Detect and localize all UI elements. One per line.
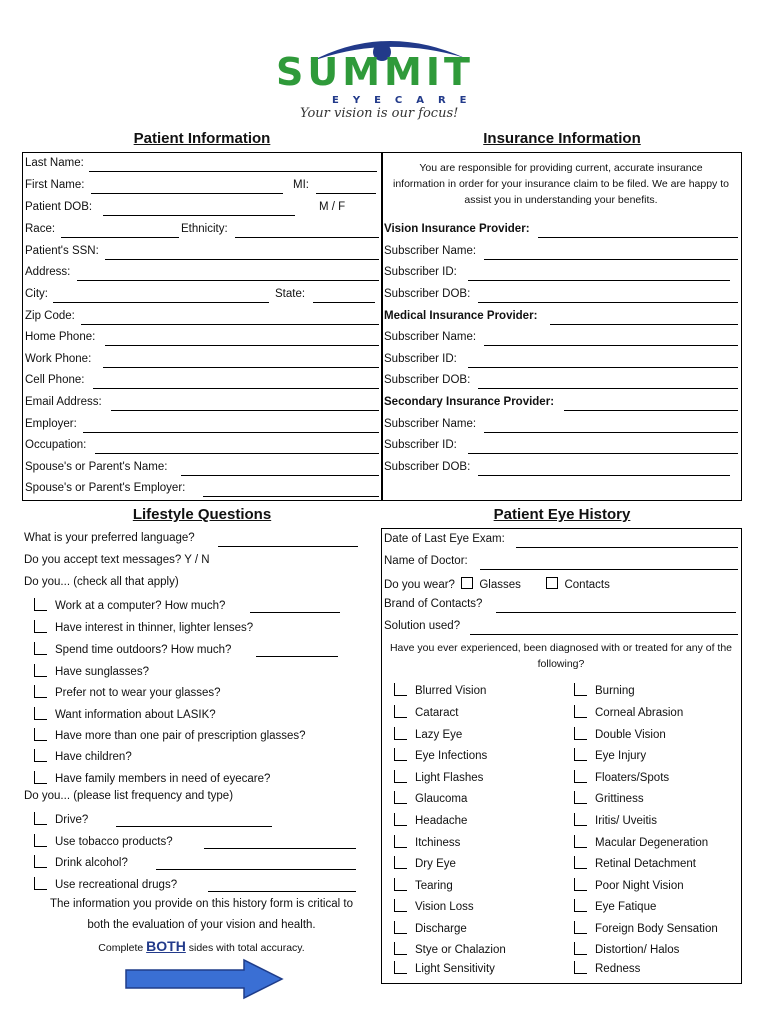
- checkbox[interactable]: [34, 812, 47, 825]
- medical-subscriber-id-label: Subscriber ID:: [384, 353, 457, 365]
- condition-label: Retinal Detachment: [595, 858, 696, 870]
- checkbox[interactable]: [394, 813, 407, 826]
- critical-line-1: The information you provide on this history form is critical to: [50, 898, 353, 910]
- frequency-item-field[interactable]: [204, 848, 356, 849]
- race-field[interactable]: [61, 237, 179, 238]
- secondary-subscriber-id-label: Subscriber ID:: [384, 439, 457, 451]
- frequency-item-label: Drive?: [55, 814, 89, 826]
- lifestyle-item[interactable]: [34, 771, 270, 785]
- condition-label: Headache: [415, 815, 468, 827]
- insurance-info-title: Insurance Information: [483, 130, 641, 147]
- last-exam-label: Date of Last Eye Exam:: [384, 533, 505, 545]
- arrow-right-icon: [124, 958, 284, 1000]
- lifestyle-title: Lifestyle Questions: [132, 506, 272, 523]
- lifestyle-item-label: Have children?: [55, 751, 132, 763]
- insurance-note: You are responsible for providing current, accurate insurance information in order for your insurance claim to be filed. We are happy to assist you in understanding your benefits.: [393, 162, 729, 206]
- condition-item[interactable]: [574, 770, 669, 784]
- condition-item[interactable]: [394, 727, 462, 741]
- condition-item[interactable]: [394, 791, 467, 805]
- state-field[interactable]: [313, 302, 375, 303]
- solution-label: Solution used?: [384, 620, 461, 632]
- condition-item[interactable]: [394, 770, 483, 784]
- cell-phone-field[interactable]: [93, 388, 379, 389]
- medical-subscriber-dob-label: Subscriber DOB:: [384, 374, 471, 386]
- logo-subtitle: EYECARE: [332, 95, 481, 106]
- checkbox[interactable]: [34, 728, 47, 741]
- condition-label: Iritis/ Uveitis: [595, 815, 657, 827]
- first-name-field[interactable]: [91, 193, 283, 194]
- secondary-subscriber-id-field[interactable]: [468, 453, 738, 454]
- dob-field[interactable]: [103, 215, 295, 216]
- medical-subscriber-id-field[interactable]: [468, 367, 738, 368]
- secondary-subscriber-dob-label: Subscriber DOB:: [384, 461, 471, 473]
- both-emphasis: BOTH: [146, 938, 186, 954]
- checkbox[interactable]: [574, 856, 587, 869]
- condition-label: Cataract: [415, 707, 459, 719]
- eye-history-box: [381, 528, 742, 984]
- eye-history-title: Patient Eye History: [493, 506, 631, 523]
- secondary-subscriber-dob-field[interactable]: [478, 475, 730, 476]
- ssn-label: Patient's SSN:: [25, 245, 99, 257]
- home-phone-field[interactable]: [105, 345, 379, 346]
- condition-label: Glaucoma: [415, 793, 468, 805]
- condition-label: Eye Infections: [415, 750, 488, 762]
- lifestyle-item[interactable]: [34, 598, 225, 612]
- condition-label: Itchiness: [415, 837, 461, 849]
- lifestyle-item-label: Spend time outdoors? How much?: [55, 644, 232, 656]
- condition-item[interactable]: [394, 878, 453, 892]
- work-phone-label: Work Phone:: [25, 353, 92, 365]
- secondary-subscriber-name-field[interactable]: [484, 432, 738, 433]
- last-exam-field[interactable]: [516, 547, 738, 548]
- checkbox[interactable]: [394, 921, 407, 934]
- condition-label: Light Flashes: [415, 772, 484, 784]
- spouse-name-label: Spouse's or Parent's Name:: [25, 461, 168, 473]
- contacts-label: Contacts: [564, 579, 610, 591]
- spouse-name-field[interactable]: [181, 475, 379, 476]
- checkbox[interactable]: [574, 961, 587, 974]
- glasses-label: Glasses: [479, 579, 521, 591]
- lifestyle-item[interactable]: [34, 728, 306, 742]
- logo-wordmark: SUMMIT: [276, 50, 474, 94]
- condition-label: Eye Injury: [595, 750, 647, 762]
- checkbox[interactable]: [34, 707, 47, 720]
- lifestyle-item[interactable]: [34, 707, 216, 721]
- condition-label: Macular Degeneration: [595, 837, 709, 849]
- lifestyle-item-label: Prefer not to wear your glasses?: [55, 687, 221, 699]
- race-label: Race:: [25, 223, 56, 235]
- condition-item[interactable]: [574, 705, 683, 719]
- condition-item[interactable]: [574, 791, 644, 805]
- checkbox[interactable]: [574, 835, 587, 848]
- critical-line-2: both the evaluation of your vision and health.: [87, 919, 316, 931]
- condition-label: Corneal Abrasion: [595, 707, 684, 719]
- ssn-field[interactable]: [105, 259, 379, 260]
- solution-field[interactable]: [470, 634, 738, 635]
- lifestyle-item-field[interactable]: [256, 656, 338, 657]
- condition-item[interactable]: [574, 942, 679, 956]
- brand-label: Brand of Contacts?: [384, 598, 483, 610]
- lifestyle-item-label: Have family members in need of eyecare?: [55, 773, 271, 785]
- lifestyle-item[interactable]: [34, 642, 231, 656]
- frequency-item-label: Use recreational drugs?: [55, 879, 178, 891]
- email-field[interactable]: [111, 410, 379, 411]
- checkbox[interactable]: [34, 620, 47, 633]
- lifestyle-item-field[interactable]: [250, 612, 340, 613]
- checkbox[interactable]: [34, 749, 47, 762]
- condition-item[interactable]: [394, 961, 495, 975]
- checkbox[interactable]: [394, 791, 407, 804]
- secondary-subscriber-name-label: Subscriber Name:: [384, 418, 477, 430]
- condition-label: Double Vision: [595, 729, 666, 741]
- condition-label: Redness: [595, 963, 641, 975]
- medical-subscriber-name-field[interactable]: [484, 345, 738, 346]
- address-field[interactable]: [77, 280, 379, 281]
- lifestyle-item[interactable]: [34, 685, 221, 699]
- spouse-employer-label: Spouse's or Parent's Employer:: [25, 482, 186, 494]
- state-label: State:: [275, 288, 306, 300]
- medical-subscriber-name-label: Subscriber Name:: [384, 331, 477, 343]
- occupation-label: Occupation:: [25, 439, 87, 451]
- checkbox[interactable]: [394, 856, 407, 869]
- condition-label: Floaters/Spots: [595, 772, 670, 784]
- frequency-item-field[interactable]: [116, 826, 272, 827]
- checkbox[interactable]: [394, 727, 407, 740]
- condition-item[interactable]: [394, 683, 486, 697]
- checkbox[interactable]: [34, 685, 47, 698]
- first-name-label: First Name:: [25, 179, 85, 191]
- condition-label: Poor Night Vision: [595, 880, 684, 892]
- checkbox[interactable]: [574, 813, 587, 826]
- checkbox[interactable]: [34, 855, 47, 868]
- text-messages-question[interactable]: Do you accept text messages? Y / N: [24, 554, 210, 566]
- glasses-checkbox[interactable]: [461, 577, 473, 589]
- doctor-label: Name of Doctor:: [384, 555, 468, 567]
- last-name-field[interactable]: [89, 171, 377, 172]
- checkbox[interactable]: [574, 791, 587, 804]
- checkbox[interactable]: [394, 942, 407, 955]
- condition-label: Stye or Chalazion: [415, 944, 506, 956]
- mi-field[interactable]: [316, 193, 376, 194]
- patient-info-title: Patient Information: [133, 130, 271, 147]
- checkbox[interactable]: [574, 748, 587, 761]
- address-label: Address:: [25, 266, 71, 278]
- critical-note: [22, 894, 381, 959]
- insurance-info-box: You are responsible for providing current, accurate insurance information in order for your insurance claim to be filed. We are happy to assist you in understanding your benefits. Vision Insurance Provider: Subscriber Name: Subscriber ID: Subscriber DOB: Medical Insurance Provider: Subscriber Name: Subscriber ID: Subscriber DOB: Secondary Insurance Provider: Subscriber Name: Subscriber ID: Subscriber DOB:: [381, 152, 742, 501]
- home-phone-label: Home Phone:: [25, 331, 96, 343]
- condition-item[interactable]: [574, 921, 718, 935]
- vision-subscriber-dob-label: Subscriber DOB:: [384, 288, 471, 300]
- lifestyle-item-label: Have more than one pair of prescription glasses?: [55, 730, 306, 742]
- wear-label: Do you wear?: [384, 579, 455, 591]
- checkbox[interactable]: [34, 598, 47, 611]
- condition-label: Blurred Vision: [415, 685, 487, 697]
- condition-item[interactable]: [394, 813, 467, 827]
- condition-item[interactable]: [394, 748, 487, 762]
- medical-provider-field[interactable]: [550, 324, 738, 325]
- checkbox[interactable]: [34, 771, 47, 784]
- ethnicity-label: Ethnicity:: [181, 223, 228, 235]
- ethnicity-field[interactable]: [235, 237, 379, 238]
- condition-item[interactable]: [394, 942, 506, 956]
- condition-item[interactable]: [574, 683, 635, 697]
- checkbox[interactable]: [574, 921, 587, 934]
- frequency-item-field[interactable]: [156, 869, 356, 870]
- sex-option[interactable]: M / F: [319, 201, 346, 213]
- conditions-question: Have you ever experienced, been diagnosed with or treated for any of the following?: [389, 642, 733, 670]
- secondary-provider-label: Secondary Insurance Provider: [384, 396, 551, 408]
- medical-subscriber-dob-field[interactable]: [478, 388, 738, 389]
- checkbox[interactable]: [574, 727, 587, 740]
- checkbox[interactable]: [394, 770, 407, 783]
- secondary-provider-field[interactable]: [564, 410, 738, 411]
- brand-field[interactable]: [496, 612, 736, 613]
- city-field[interactable]: [53, 302, 269, 303]
- vision-provider-field[interactable]: [538, 237, 738, 238]
- city-label: City:: [25, 288, 48, 300]
- checkbox[interactable]: [394, 878, 407, 891]
- condition-label: Dry Eye: [415, 858, 456, 870]
- condition-item[interactable]: [394, 856, 456, 870]
- contacts-checkbox[interactable]: [546, 577, 558, 589]
- last-name-label: Last Name:: [25, 157, 84, 169]
- language-field[interactable]: [218, 546, 358, 547]
- cell-phone-label: Cell Phone:: [25, 374, 85, 386]
- spouse-employer-field[interactable]: [203, 496, 379, 497]
- frequency-item[interactable]: [34, 812, 88, 826]
- checkbox[interactable]: [34, 877, 47, 890]
- frequency-item[interactable]: [34, 877, 177, 891]
- vision-subscriber-name-field[interactable]: [484, 259, 738, 260]
- lifestyle-item-label: Have sunglasses?: [55, 666, 149, 678]
- condition-label: Foreign Body Sensation: [595, 923, 718, 935]
- zip-field[interactable]: [81, 324, 379, 325]
- zip-label: Zip Code:: [25, 310, 75, 322]
- mi-label: MI:: [293, 179, 309, 191]
- logo-tagline: Your vision is our focus!: [300, 106, 459, 121]
- checkbox[interactable]: [574, 683, 587, 696]
- lifestyle-item[interactable]: [34, 664, 149, 678]
- vision-subscriber-name-label: Subscriber Name:: [384, 245, 477, 257]
- employer-label: Employer:: [25, 418, 77, 430]
- condition-item[interactable]: [394, 705, 458, 719]
- condition-label: Light Sensitivity: [415, 963, 495, 975]
- logo: [270, 28, 500, 128]
- condition-label: Lazy Eye: [415, 729, 463, 741]
- checkbox[interactable]: [34, 664, 47, 677]
- condition-label: Grittiness: [595, 793, 644, 805]
- checkbox[interactable]: [394, 835, 407, 848]
- condition-item[interactable]: [574, 813, 657, 827]
- frequency-item[interactable]: [34, 855, 128, 869]
- lifestyle-section: [22, 528, 381, 998]
- lifestyle-item[interactable]: [34, 749, 132, 763]
- frequency-heading: Do you... (please list frequency and type): [24, 790, 234, 802]
- condition-item[interactable]: [574, 961, 640, 975]
- frequency-item-label: Drink alcohol?: [55, 857, 128, 869]
- lifestyle-item[interactable]: [34, 620, 253, 634]
- check-all-heading: Do you... (check all that apply): [24, 576, 179, 588]
- condition-item[interactable]: [574, 899, 656, 913]
- condition-item[interactable]: [394, 899, 474, 913]
- lifestyle-item-label: Want information about LASIK?: [55, 709, 216, 721]
- condition-label: Distortion/ Halos: [595, 944, 680, 956]
- vision-subscriber-dob-field[interactable]: [478, 302, 738, 303]
- checkbox[interactable]: [34, 834, 47, 847]
- checkbox[interactable]: [574, 878, 587, 891]
- doctor-field[interactable]: [480, 569, 738, 570]
- employer-field[interactable]: [83, 432, 379, 433]
- lifestyle-item-label: Work at a computer? How much?: [55, 600, 226, 612]
- condition-item[interactable]: [394, 921, 467, 935]
- occupation-field[interactable]: [95, 453, 379, 454]
- condition-item[interactable]: [574, 856, 696, 870]
- vision-subscriber-id-label: Subscriber ID:: [384, 266, 457, 278]
- checkbox[interactable]: [574, 705, 587, 718]
- condition-label: Burning: [595, 685, 635, 697]
- checkbox[interactable]: [394, 961, 407, 974]
- work-phone-field[interactable]: [103, 367, 379, 368]
- checkbox[interactable]: [574, 942, 587, 955]
- checkbox[interactable]: [394, 683, 407, 696]
- checkbox[interactable]: [394, 899, 407, 912]
- vision-provider-label: Vision Insurance Provider: [384, 223, 526, 235]
- frequency-item[interactable]: [34, 834, 173, 848]
- condition-item[interactable]: [574, 835, 708, 849]
- condition-label: Tearing: [415, 880, 453, 892]
- language-label: What is your preferred language?: [24, 532, 195, 544]
- checkbox[interactable]: [574, 899, 587, 912]
- vision-subscriber-id-field[interactable]: [468, 280, 730, 281]
- patient-info-box: [22, 152, 383, 501]
- frequency-item-field[interactable]: [208, 891, 356, 892]
- frequency-item-label: Use tobacco products?: [55, 836, 173, 848]
- condition-item[interactable]: [574, 748, 646, 762]
- condition-label: Vision Loss: [415, 901, 474, 913]
- lifestyle-item-label: Have interest in thinner, lighter lenses?: [55, 622, 254, 634]
- condition-label: Discharge: [415, 923, 467, 935]
- condition-item[interactable]: [574, 878, 684, 892]
- complete-line: Complete BOTH sides with total accuracy.: [98, 938, 305, 954]
- medical-provider-label: Medical Insurance Provider: [384, 310, 534, 322]
- checkbox[interactable]: [574, 770, 587, 783]
- dob-label: Patient DOB:: [25, 201, 93, 213]
- checkbox[interactable]: [34, 642, 47, 655]
- email-label: Email Address:: [25, 396, 102, 408]
- checkbox[interactable]: [394, 705, 407, 718]
- condition-item[interactable]: [574, 727, 666, 741]
- checkbox[interactable]: [394, 748, 407, 761]
- condition-label: Eye Fatique: [595, 901, 657, 913]
- condition-item[interactable]: [394, 835, 460, 849]
